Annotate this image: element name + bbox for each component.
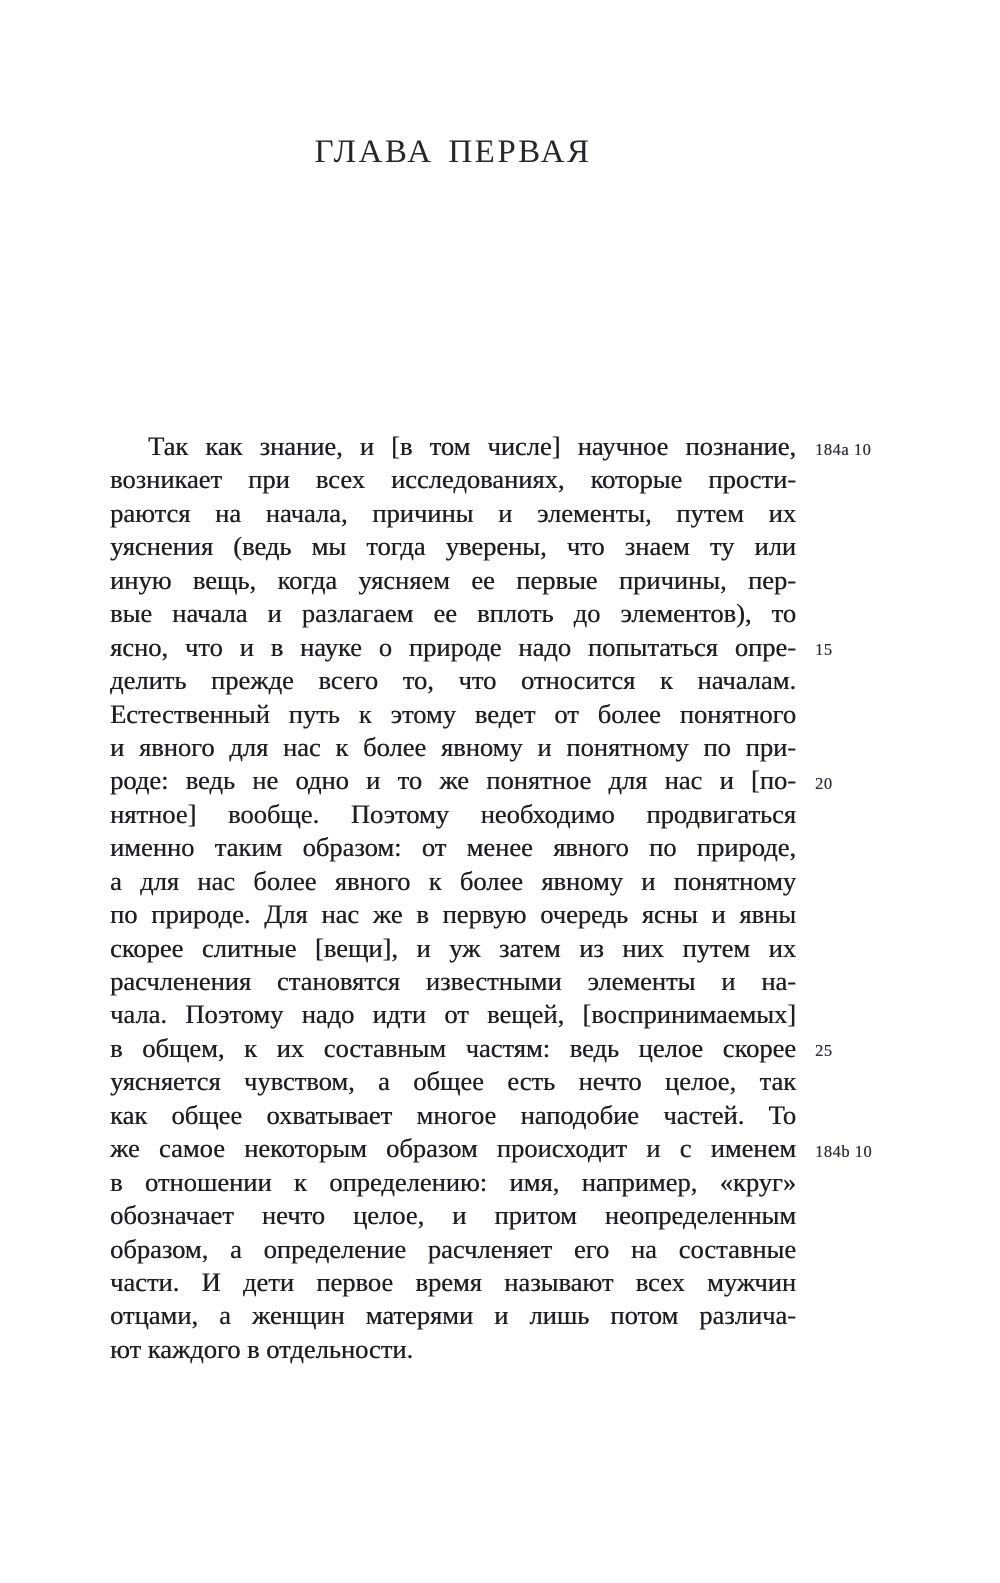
text-line: же самое некоторым образом происходит и с именем 184b 10 [110,1132,796,1165]
text-line: нятное] вообще. Поэтому необходимо продвигаться [110,798,796,829]
text-line: вые начала и разлагаем ее вплоть до элементов), то [110,598,796,629]
text-line: обозначает нечто целое, и притом неопределенным [110,1200,796,1231]
bekker-margin-note: 25 [815,1041,833,1061]
text-line: отцами, а женщин матерями и лишь потом различа- [110,1300,796,1331]
text-line: в общем, к их составным частям: ведь целое скорее 25 [110,1032,796,1065]
text-line: расчленения становятся известными элементы и на- [110,966,796,996]
text-line: в отношении к определению: имя, например, «круг» [110,1166,796,1197]
text-line: иную вещь, когда уясняем ее первые причины, пер- [110,564,796,595]
bekker-margin-note: 15 [815,640,833,660]
text-line: роде: ведь не одно и то же понятное для нас и [по- 20 [110,764,796,797]
text-line: уясняется чувством, а общее есть нечто целое, так [110,1066,796,1097]
text-line: ют каждого в отдельности. [110,1333,414,1364]
bekker-margin-note: 184b 10 [815,1141,873,1161]
chapter-heading: ГЛАВА ПЕРВАЯ [314,134,592,170]
text-line: образом, а определение расчленяет его на составные [110,1233,796,1264]
bekker-margin-note: 20 [815,773,833,793]
text-line: Так как знание, и [в том числе] научное познание, 184a 10 [110,430,796,463]
text-line: Естественный путь к этому ведет от более понятного [110,698,796,729]
text-line: возникает при всех исследованиях, которые прости- [110,464,796,495]
text-line: раются на начала, причины и элементы, путем их [110,497,796,528]
text-line: скорее слитные [вещи], и уж затем из них путем их [110,932,796,963]
paragraph-text-block [110,430,873,1366]
text-line: по природе. Для нас же в первую очередь ясны и явны [110,899,796,930]
text-line: делить прежде всего то, что относится к началам. [110,665,796,696]
text-line: а для нас более явного к более явному и понятному [110,865,796,896]
text-line: уяснения (ведь мы тогда уверены, что знаем ту или [110,531,796,562]
text-line: как общее охватывает многое наподобие частей. То [110,1099,796,1130]
bekker-margin-note: 184a 10 [815,439,872,459]
text-line: ясно, что и в науке о природе надо попытаться опре- 15 [110,631,796,664]
text-line: и явного для нас к более явному и понятному по при- [110,731,796,762]
text-line: именно таким образом: от менее явного по природе, [110,832,796,863]
text-line: чала. Поэтому надо идти от вещей, [воспринимаемых] [110,999,796,1030]
text-line: части. И дети первое время называют всех мужчин [110,1266,796,1297]
